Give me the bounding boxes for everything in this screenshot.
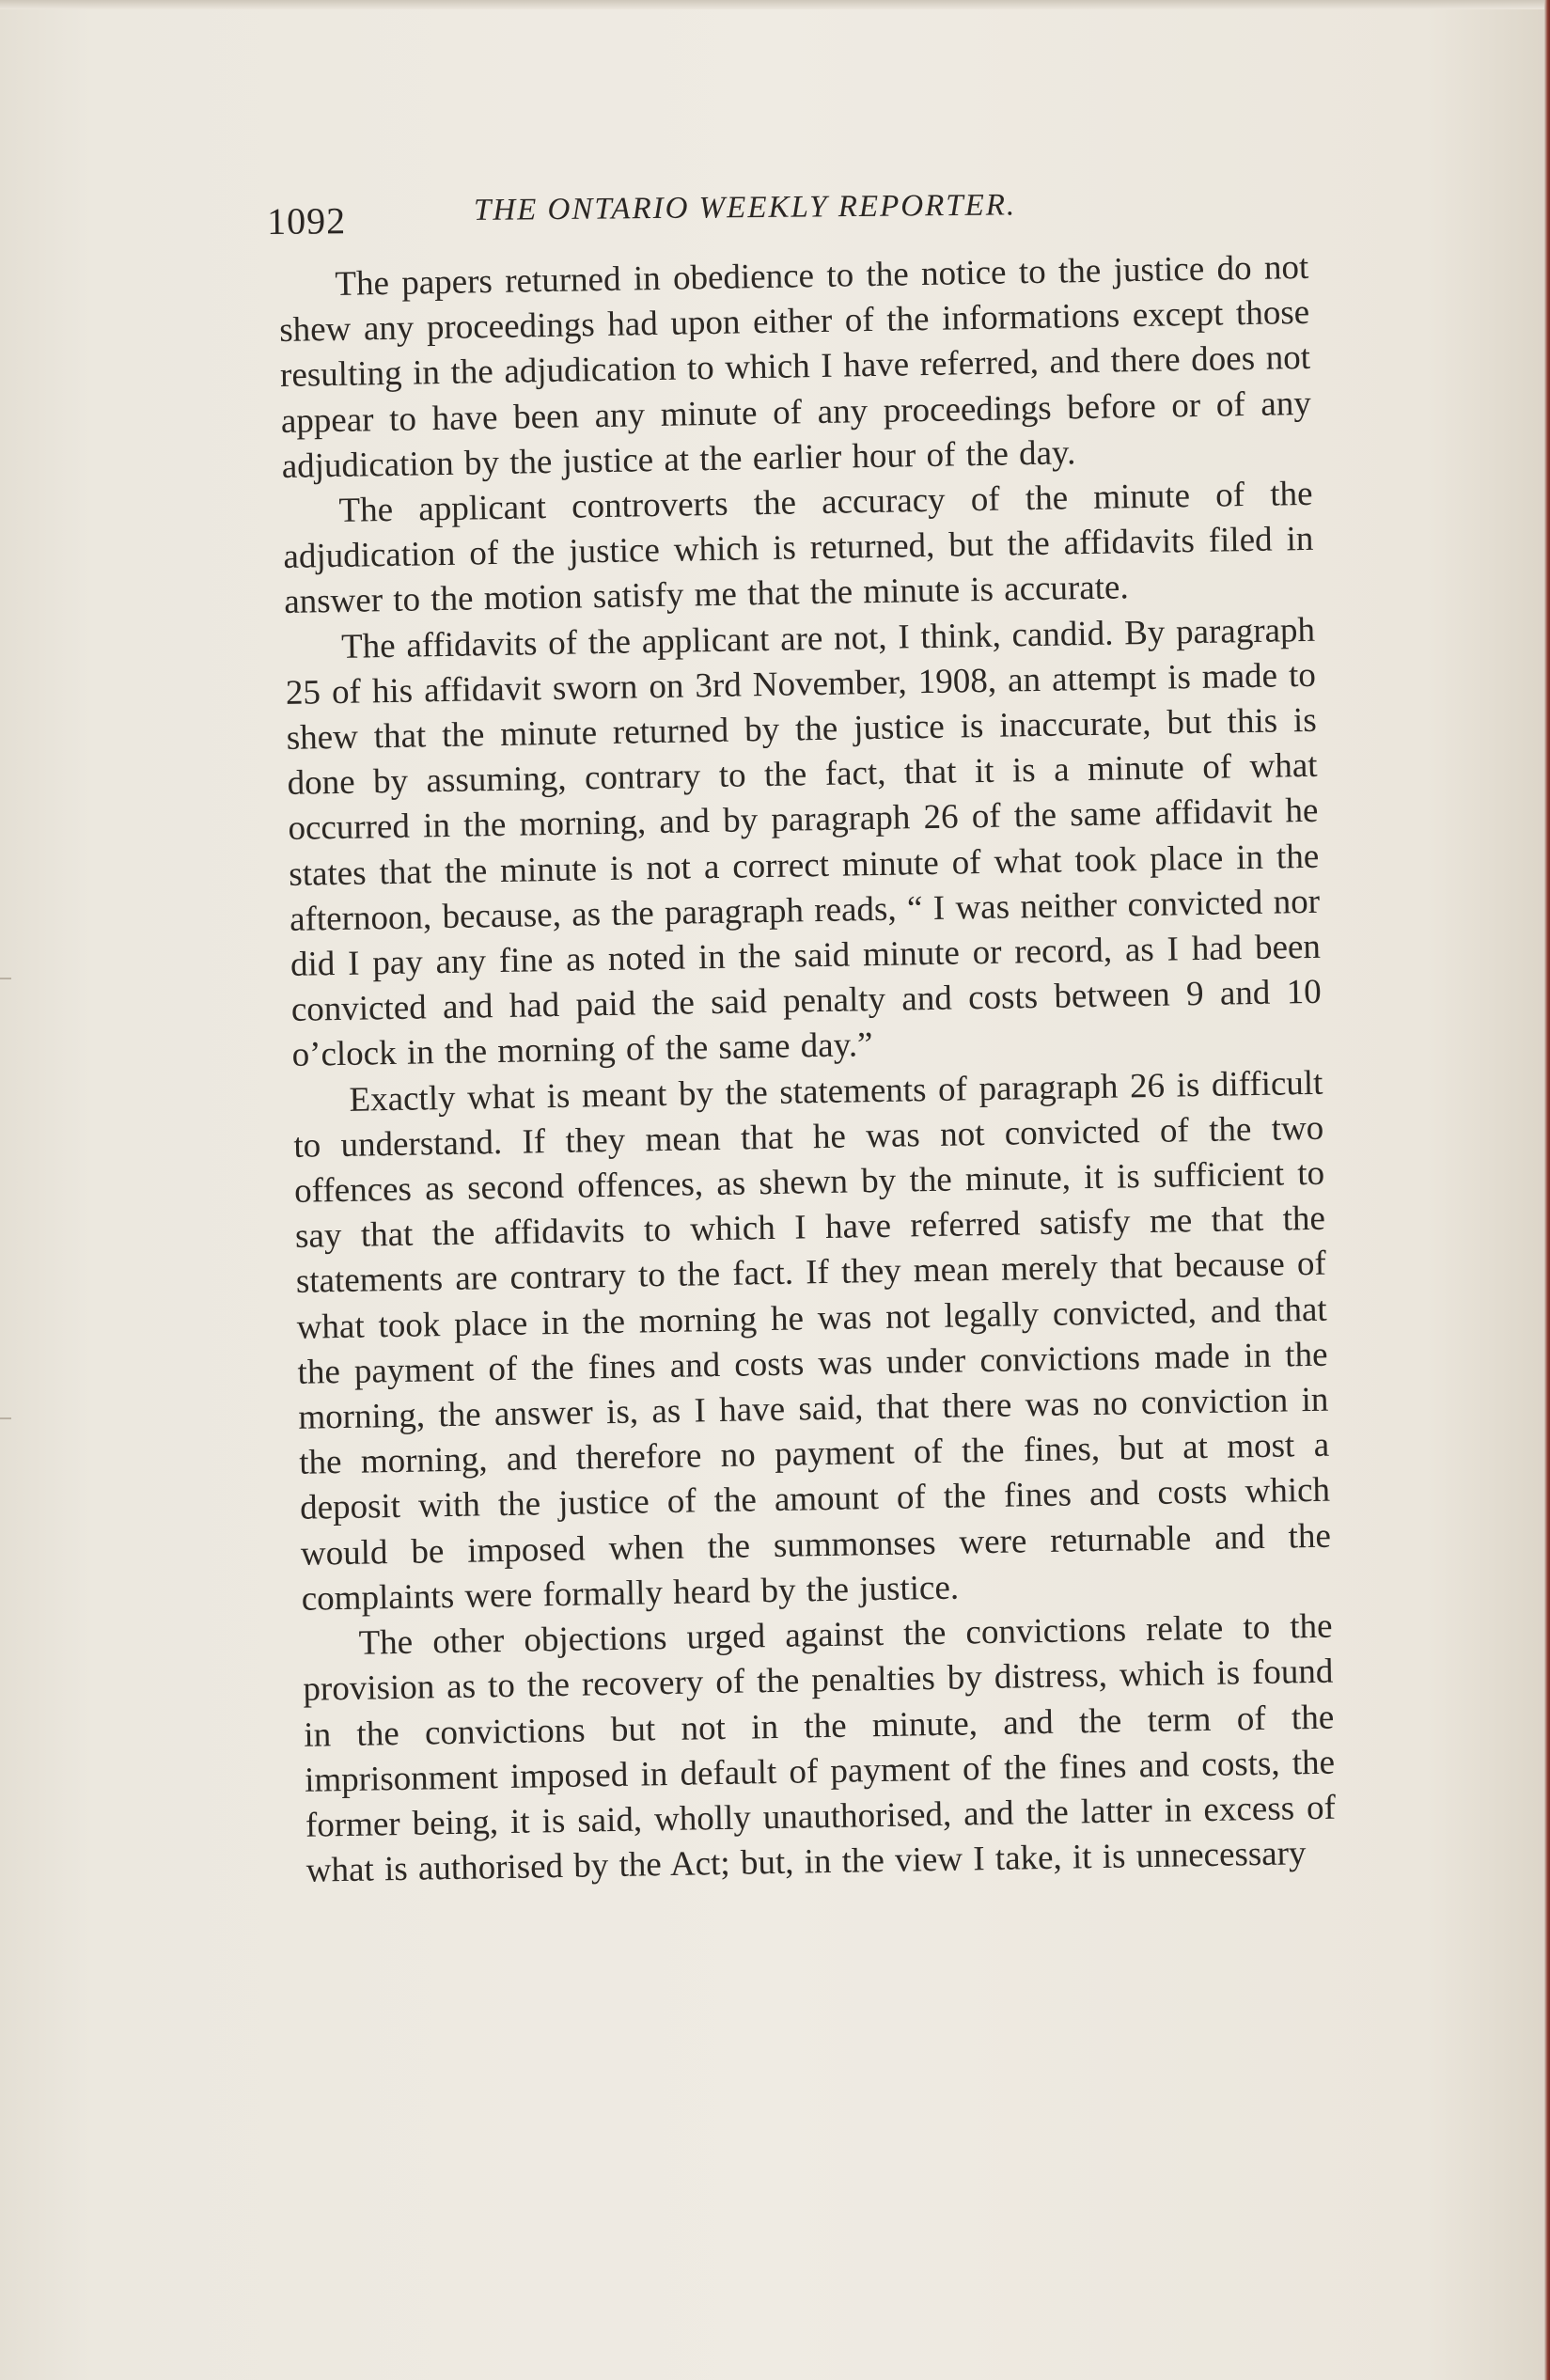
paragraph: The affidavits of the applicant are not, I think, candid. By paragraph 25 of his affidavit sworn on 3rd November, 1908, an attempt is made to shew that the minute returned by the justice is inaccurate, but this is done by assuming, contrary to the fact, that it is a minute of what occurred in the morning, and by paragraph 26 of the same affidavit he states that the minute is not a correct minute of what took place in the afternoon, because, as the paragraph reads, “ I was neither convicted nor did I pay any fine as noted in the said minute or record, as I had been convicted and had paid the said penalty and costs between 9 and 10 o’clock in the morning of the same day.” [285,610,1323,1075]
paragraph: The applicant controverts the accuracy of the minute of the adjudication of the justice which is returned, but the affidavits filed in answer to the motion satisfy me that the minute is accurate. [283,474,1314,622]
edge-mark [0,978,11,979]
page-top-edge [0,0,1550,9]
page-number: 1092 [266,199,347,243]
page-header [267,174,1339,241]
edge-mark [0,1417,11,1419]
running-head: THE ONTARIO WEEKLY REPORTER. [473,188,1017,227]
paragraph: The papers returned in obedience to the notice to the justice do not shew any proceedings had upon either of the informations except those resulting in the adjudication to which I have referred, and there does not appear to have been any minute of any proceedings before or of any adjudication by the justice at the earlier hour of the day. [278,247,1312,486]
body-text [278,245,1337,1894]
paragraph: The other objections urged against the convictions relate to the provision as to the recovery of the penalties by distress, which is found in the convictions but not in the minute, and the term of the imprisonment imposed in default of payment of the fines and costs, the former being, it is said, wholly unauthorised, and the latter in excess of what is authorised by the Act; but, in the view I take, it is unnecessary [303,1606,1337,1890]
binding-edge [1544,0,1550,2380]
paragraph: Exactly what is meant by the statements of paragraph 26 is difficult to understand. If they mean that he was not convicted of the two offences as second offences, as shewn by the minute, it is sufficient to say that the affidavits to which I have referred satisfy me that the statements are contrary to the fact. If they mean merely that because of what took place in the morning he was not legally convicted, and that the payment of the fines and costs was under convictions made in the morning, the answer is, as I have said, that there was no conviction in the morning, and therefore no payment of the fines, but at most a deposit with the justice of the amount of the fines and costs which would be imposed when the summonses were returnable and the complaints were formally heard by the justice. [293,1063,1332,1619]
